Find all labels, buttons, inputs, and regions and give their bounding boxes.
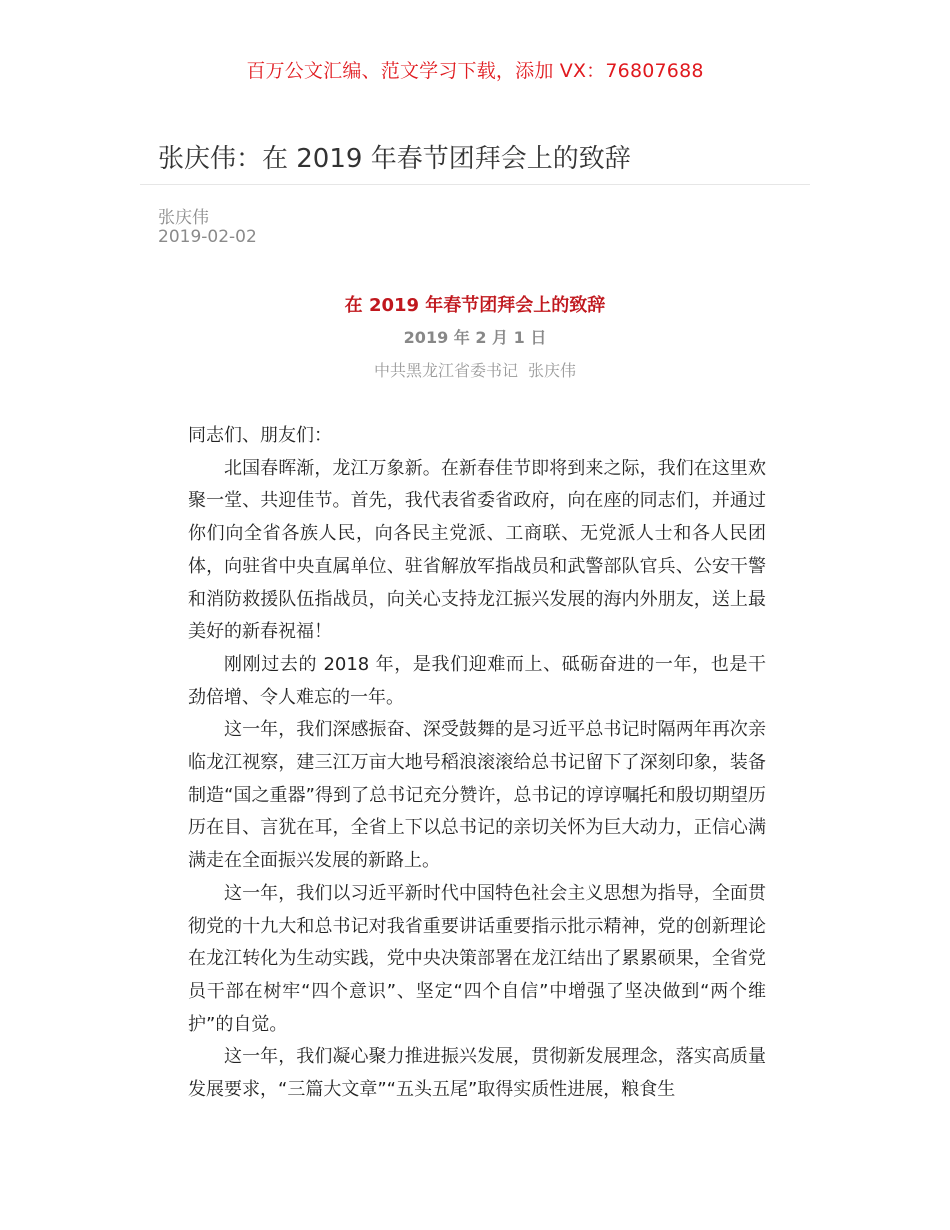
paragraph: 这一年，我们以习近平新时代中国特色社会主义思想为指导，全面贯彻党的十九大和总书记对我省重要讲话重要指示批示精神，党的创新理论在龙江转化为生动实践，党中央决策部署在龙江结出了累累硕果，全省党员干部在树牢“四个意识”、坚定“四个自信”中增强了坚决做到“两个维护”的自觉。 [188, 882, 766, 1035]
speech-heading: 在 2019 年春节团拜会上的致辞 [344, 295, 606, 316]
paragraph: 这一年，我们凝心聚力推进振兴发展，贯彻新发展理念，落实高质量发展要求，“三篇大文章”“五头五尾”取得实质性进展，粮食生 [188, 1046, 766, 1101]
watermark-banner: 百万公文汇编、范文学习下载，添加 VX：76807688 [246, 60, 704, 82]
paragraph: 这一年，我们深感振奋、深受鼓舞的是习近平总书记时隔两年再次亲临龙江视察，建三江万亩大地号稻浪滚滚给总书记留下了深刻印象，装备制造“国之重器”得到了总书记充分赞许，总书记的谆谆嘱托和殷切期望历历在目、言犹在耳，全省上下以总书记的亲切关怀为巨大动力，正信心满满走在全面振兴发展的新路上。 [188, 719, 766, 872]
article-title: 张庆伟：在 2019 年春节团拜会上的致辞 [158, 144, 631, 174]
paragraph: 北国春晖渐，龙江万象新。在新春佳节即将到来之际，我们在这里欢聚一堂、共迎佳节。首先，我代表省委省政府，向在座的同志们，并通过你们向全省各族人民，向各民主党派、工商联、无党派人士和各人民团体，向驻省中央直属单位、驻省解放军指战员和武警部队官兵、公安干警和消防救援队伍指战员，向关心支持龙江振兴发展的海内外朋友，送上最美好的新春祝福！ [188, 457, 766, 643]
title-divider [140, 184, 810, 185]
speech-byline [0, 358, 950, 381]
byline-name: 张庆伟 [528, 361, 577, 380]
byline-organization: 中共黑龙江省委书记 [373, 361, 518, 380]
salutation: 同志们、朋友们： [188, 425, 332, 446]
speech-body [188, 420, 766, 1107]
article-date: 2019-02-02 [158, 227, 257, 247]
speech-date: 2019 年 2 月 1 日 [403, 328, 547, 347]
paragraph: 刚刚过去的 2018 年，是我们迎难而上、砥砺奋进的一年，也是干劲倍增、令人难忘的一年。 [188, 653, 766, 708]
article-author: 张庆伟 [158, 208, 209, 228]
